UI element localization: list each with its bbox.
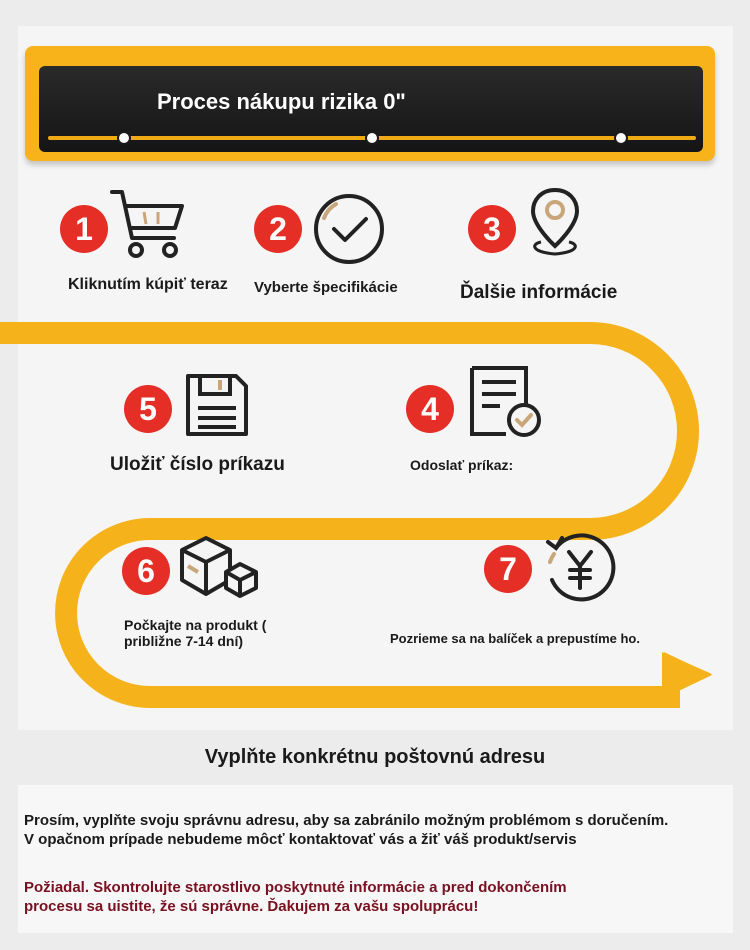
step-5-label: Uložiť číslo príkazu [110,454,285,475]
package-boxes-icon [178,532,260,604]
step-4-number: 4 [406,385,454,433]
step-6-number: 6 [122,547,170,595]
step-1-label: Kliknutím kúpiť teraz [68,276,228,293]
step-5-number: 5 [124,385,172,433]
order-document-icon [466,364,544,440]
notice-line: procesu sa uistite, že sú správne. Ďakujem za vašu spoluprácu! [24,898,479,915]
step-1-number: 1 [60,205,108,253]
step-2-label: Vyberte špecifikácie [254,279,398,296]
address-title: Vyplňte konkrétnu poštovnú adresu [204,746,546,768]
step-7-label: Pozrieme sa na balíček a prepustíme ho. [390,631,640,646]
check-circle-icon [312,192,386,266]
step-2-number: 2 [254,205,302,253]
shopping-cart-icon [108,188,188,260]
page-title: Proces nákupu rizika 0" [157,89,406,114]
step-4-label: Odoslať príkaz: [410,457,514,473]
notice-line: V opačnom prípade nebudeme môcť kontaktovať vás a žiť váš produkt/servis [24,831,577,848]
notice-box [18,785,733,933]
notice-line: Prosím, vyplňte svoju správnu adresu, aby sa zabránilo možným problémom s doručením. [24,812,669,829]
yuan-refund-icon [542,532,618,606]
location-pin-icon [527,186,583,260]
step-3-label: Ďalšie informácie [460,282,618,303]
notice-line: Požiadal. Skontrolujte starostlivo poskytnuté informácie a pred dokončením [24,879,567,896]
floppy-disk-icon [184,372,250,438]
step-7-number: 7 [484,545,532,593]
step-6-label: Počkajte na produkt ( približne 7-14 dní) [124,617,267,650]
step-3-number: 3 [468,205,516,253]
